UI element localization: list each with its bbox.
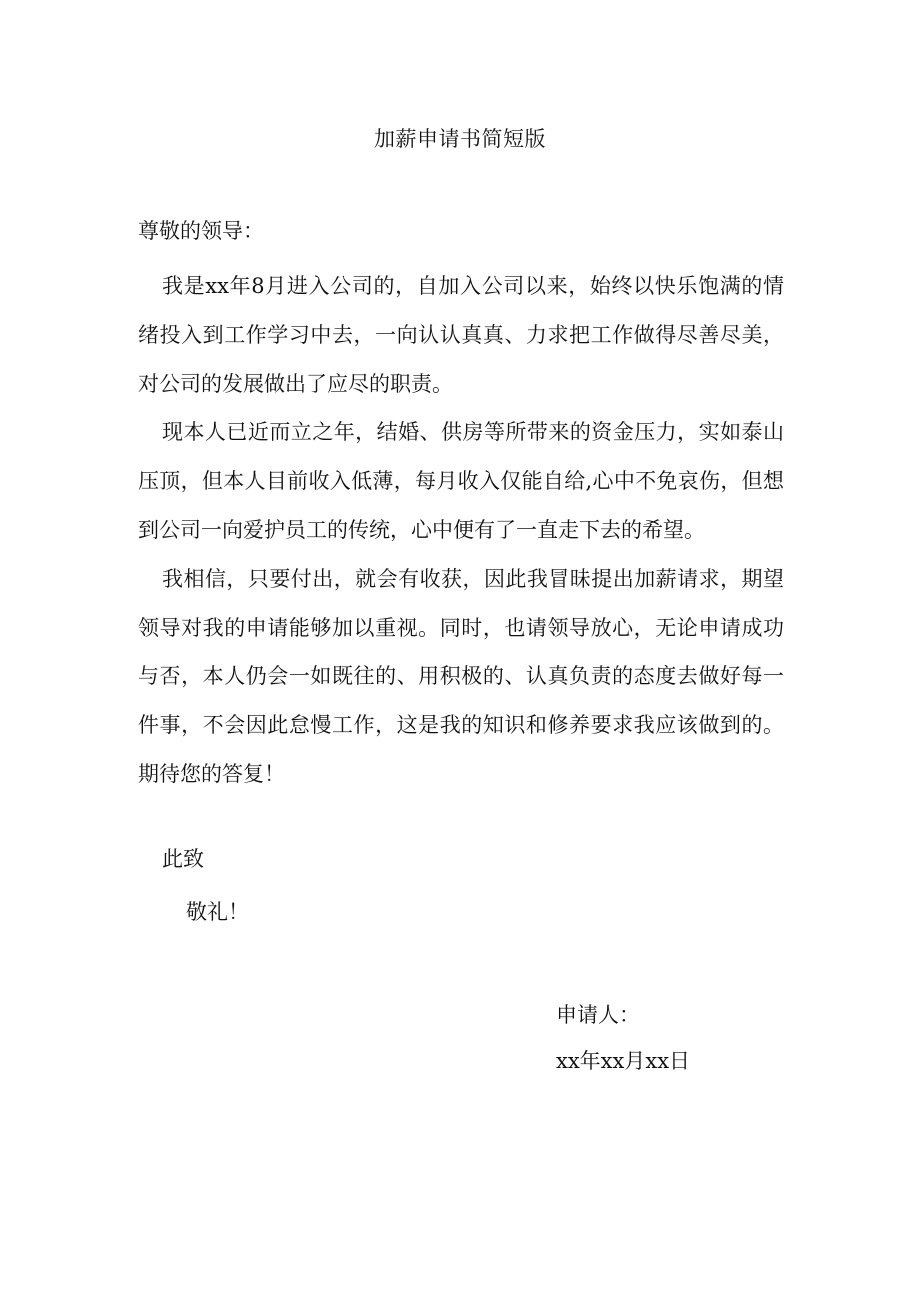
applicant-label: 申请人： — [556, 1003, 640, 1027]
closing-line-2: 敬礼！ — [186, 900, 249, 924]
document-title: 加薪申请书简短版 — [374, 127, 546, 151]
salutation: 尊敬的领导： — [138, 219, 264, 243]
paragraph-3: 我相信，只要付出，就会有收获，因此我冒昧提出加薪请求，期望领导对我的申请能够加以重视。同时，也请领导放心，无论申请成功与否，本人仍会一如既往的、用积极的、认真负责的态度去做好每一件事，不会因此怠慢工作，这是我的知识和修养要求我应该做到的。期待您的答复！ — [138, 566, 784, 786]
paragraph-2: 现本人已近而立之年，结婚、供房等所带来的资金压力，实如泰山压顶，但本人目前收入低薄，每月收入仅能自给,心中不免哀伤，但想到公司一向爱护员工的传统，心中便有了一直走下去的希望。 — [138, 420, 784, 542]
letter-body — [138, 262, 784, 799]
closing-line-1: 此致 — [162, 847, 204, 871]
signature-date: xx年xx月xx日 — [556, 1049, 691, 1073]
paragraph-1: 我是xx年8月进入公司的，自加入公司以来，始终以快乐饱满的情绪投入到工作学习中去，一向认认真真、力求把工作做得尽善尽美，对公司的发展做出了应尽的职责。 — [138, 274, 784, 396]
